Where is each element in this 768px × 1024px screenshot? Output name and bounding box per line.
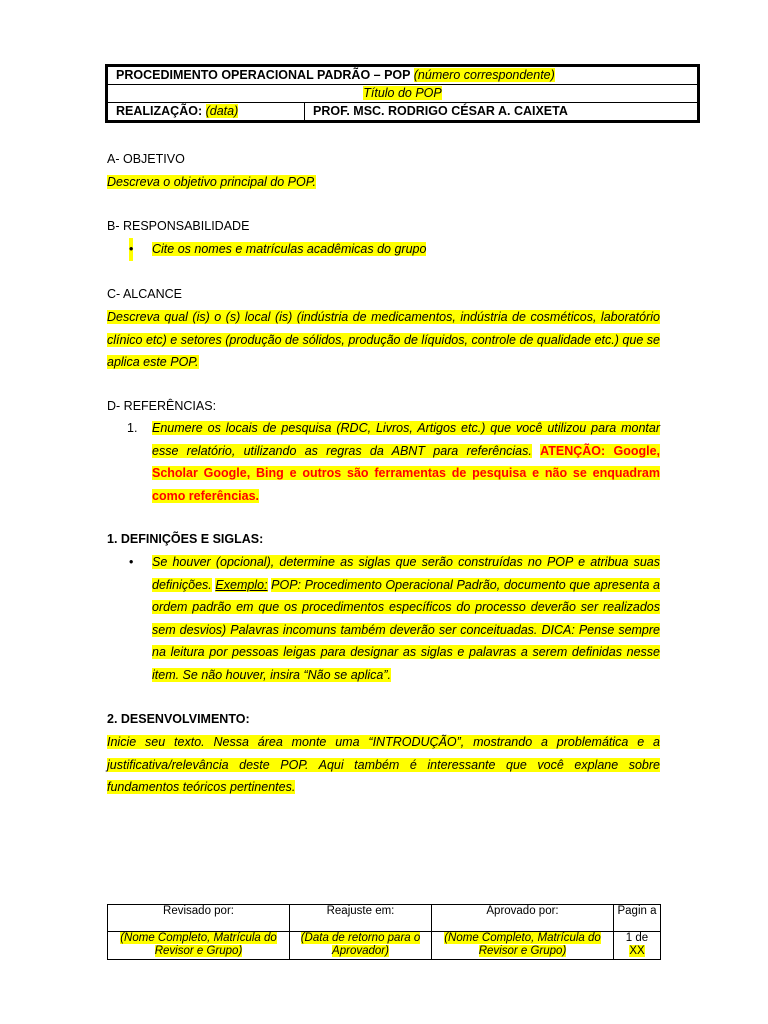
- list-item: [107, 417, 660, 507]
- section-referencias: [107, 398, 660, 507]
- responsabilidade-text: Cite os nomes e matrículas acadêmicas do grupo: [152, 242, 427, 256]
- pop-title-cell: [107, 85, 699, 103]
- professor-cell: [305, 103, 699, 122]
- bullet-icon: •: [129, 238, 133, 261]
- section-title: D- REFERÊNCIAS:: [107, 399, 217, 413]
- section-title: A- OBJETIVO: [107, 152, 185, 166]
- realizacao-date: (data): [205, 104, 239, 118]
- bullet-icon: •: [129, 555, 134, 569]
- pagina-of: 1 de: [625, 932, 649, 944]
- aprovado-value-cell: [432, 932, 614, 960]
- realizacao-cell: [107, 103, 305, 122]
- header-number-placeholder: (número correspondente): [413, 68, 555, 82]
- footer-table: [107, 904, 661, 960]
- reajuste-value-cell: [290, 932, 432, 960]
- header-table: [105, 64, 700, 123]
- list-number: 1.: [127, 421, 138, 435]
- revisado-value-cell: [108, 932, 290, 960]
- pagina-total: XX: [629, 945, 645, 957]
- section-responsabilidade: [107, 218, 660, 261]
- aprovado-label: Aprovado por:: [432, 905, 614, 932]
- alcance-text: Descreva qual (is) o (s) local (is) (indústria de medicamentos, indústria de cosméticos, laboratório clínico etc) e setores (produção de sólidos, produção de líquidos, controle de qualidade etc.) que se aplica este POP.: [107, 310, 660, 369]
- professor-name: PROF. MSC. RODRIGO CÉSAR A. CAIXETA: [313, 104, 568, 118]
- definicoes-text-a: Se houver (opcional), determine as siglas que serão construídas no POP e atribua suas definições.: [152, 555, 660, 592]
- revisado-value: (Nome Completo, Matrícula do Revisor e Grupo): [120, 932, 277, 957]
- section-title: 1. DEFINIÇÕES E SIGLAS:: [107, 532, 264, 546]
- example-label: Exemplo:: [215, 577, 268, 592]
- revisado-label: Revisado por:: [108, 905, 290, 932]
- pagina-value-cell: [614, 932, 661, 960]
- section-title: C- ALCANCE: [107, 287, 183, 301]
- header-title-cell: [107, 66, 699, 85]
- list-item: [107, 238, 660, 261]
- pagina-label: Pagin a: [614, 905, 661, 932]
- referencias-text: Enumere os locais de pesquisa (RDC, Livros, Artigos etc.) que você utilizou para montar esse relatório, utilizando as regras da ABNT para referências.: [152, 421, 660, 458]
- referencias-warning: ATENÇÃO: Google, Scholar Google, Bing e outros são ferramentas de pesquisa e não se enquadram como referências.: [152, 443, 661, 503]
- objetivo-text: Descreva o objetivo principal do POP.: [107, 175, 316, 189]
- section-title: 2. DESENVOLVIMENTO:: [107, 712, 250, 726]
- section-alcance: [107, 286, 660, 374]
- section-definicoes: [107, 531, 660, 686]
- section-desenvolvimento: [107, 711, 660, 799]
- aprovado-value: (Nome Completo, Matrícula do Revisor e Grupo): [444, 932, 601, 957]
- header-title: PROCEDIMENTO OPERACIONAL PADRÃO – POP: [116, 68, 411, 82]
- section-objetivo: [107, 151, 660, 194]
- realizacao-label: REALIZAÇÃO:: [116, 104, 203, 118]
- reajuste-value: (Data de retorno para o Aprovador): [300, 932, 421, 957]
- reajuste-label: Reajuste em:: [290, 905, 432, 932]
- desenvolvimento-text: Inicie seu texto. Nessa área monte uma “INTRODUÇÃO”, mostrando a problemática e a justificativa/relevância deste POP. Aqui também é interessante que você explane sobre fundamentos teóricos pertinentes.: [107, 735, 660, 794]
- pop-title: Título do POP: [363, 86, 442, 100]
- definicoes-text-b: POP: Procedimento Operacional Padrão, documento que apresenta a ordem padrão em que os procedimentos específicos do processo deverão ser realizados sem desvios) Palavras incomuns também deverão ser conceituadas. DICA: Pense sempre na leitura por pessoas leigas para designar as siglas e palavras a serem definidas nesse item. Se não houver, insira “Não se aplica”.: [152, 577, 660, 682]
- section-title: B- RESPONSABILIDADE: [107, 219, 250, 233]
- list-item: [107, 551, 660, 686]
